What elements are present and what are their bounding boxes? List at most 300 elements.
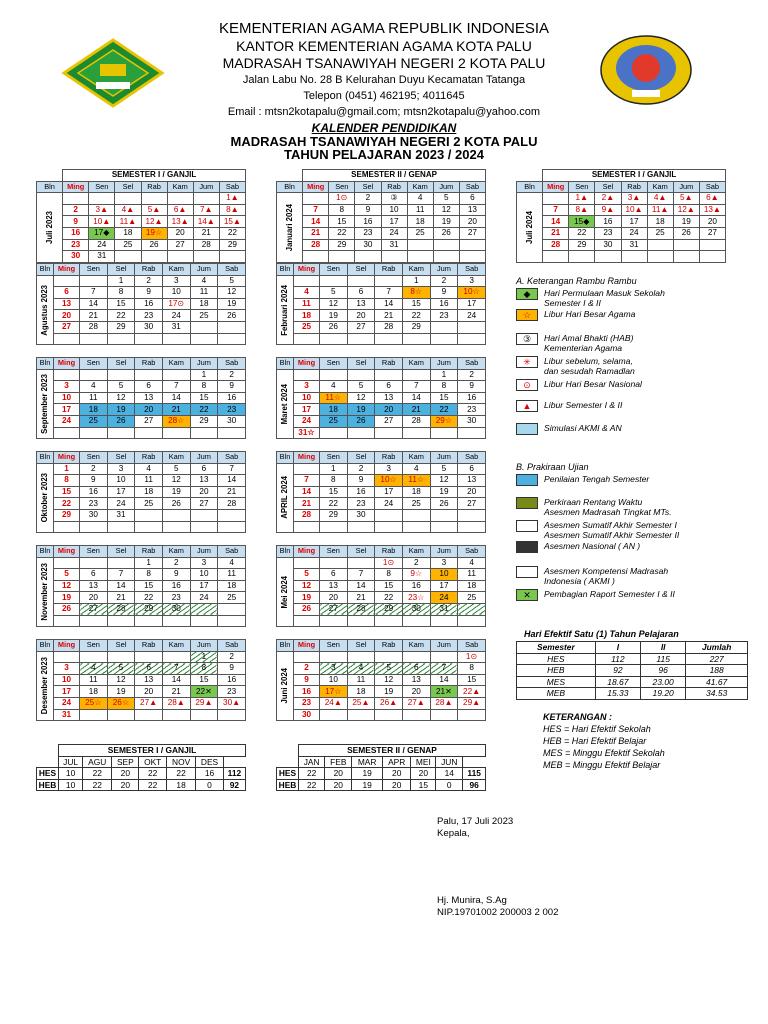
day-cell: 27 <box>375 415 403 427</box>
week-row <box>37 674 246 686</box>
day-cell: 16 <box>430 298 458 310</box>
day-cell <box>303 251 329 263</box>
week-row <box>37 427 246 439</box>
summary-hes-row <box>37 768 246 780</box>
week-row <box>517 251 726 263</box>
day-cell: 29 <box>190 415 218 427</box>
summary-value: 22 <box>83 768 112 780</box>
semester-label: SEMESTER I / GANJIL <box>543 170 726 182</box>
day-cell: 26 <box>430 498 458 510</box>
weekday-header: Kam <box>402 264 430 276</box>
day-cell: 3 <box>107 463 135 475</box>
legend-swatch: ☆ <box>516 309 538 321</box>
legend-title: A. Keterangan Rambu Rambu <box>516 276 637 286</box>
weekday-header: Sen <box>80 640 108 652</box>
day-cell: 1⊙ <box>458 651 486 663</box>
legend-swatch <box>516 497 538 509</box>
cell: 23.00 <box>641 676 686 688</box>
day-cell: 17 <box>54 404 80 416</box>
day-cell: 5 <box>107 381 135 393</box>
day-cell <box>430 427 458 439</box>
day-cell: 2 <box>135 275 163 287</box>
day-cell: 19 <box>54 592 80 604</box>
day-cell: 1 <box>320 463 348 475</box>
day-cell: 7 <box>162 663 190 675</box>
day-cell <box>430 521 458 533</box>
office-name: KANTOR KEMENTERIAN AGAMA KOTA PALU <box>236 38 532 54</box>
day-cell <box>458 521 486 533</box>
day-cell: 17 <box>430 580 458 592</box>
month-label: Oktober 2023 <box>37 463 54 533</box>
summary-value: 22 <box>83 779 112 791</box>
week-row <box>37 475 246 487</box>
summary-month: JUL <box>59 756 83 768</box>
day-cell: 26 <box>433 227 459 239</box>
summary-month: FEB <box>325 756 352 768</box>
day-cell: 22 <box>375 592 403 604</box>
summary-semester-row <box>277 745 486 757</box>
day-cell: 10 <box>162 287 190 299</box>
header-cell: Semester <box>517 642 596 654</box>
day-cell: 23 <box>347 498 375 510</box>
day-cell <box>115 193 141 205</box>
day-cell: 30▲ <box>218 697 246 709</box>
week-row <box>517 227 726 239</box>
week-row <box>277 603 486 615</box>
day-cell: 4 <box>218 557 246 569</box>
weekday-header: Rab <box>375 452 403 464</box>
week-row <box>277 674 486 686</box>
day-cell: 16 <box>218 674 246 686</box>
day-cell: 23 <box>162 592 190 604</box>
day-cell: 24 <box>458 310 486 322</box>
weekday-header: Jum <box>190 640 218 652</box>
weekday-header: Rab <box>135 358 163 370</box>
day-cell: 10▲ <box>89 216 115 228</box>
day-cell <box>107 521 135 533</box>
day-cell: 27 <box>699 227 725 239</box>
day-cell: 27 <box>347 321 375 333</box>
weekday-header: Jum <box>430 358 458 370</box>
day-cell <box>430 321 458 333</box>
day-cell: 15 <box>329 216 355 228</box>
day-cell: 10 <box>430 569 458 581</box>
summary-value: 22 <box>167 768 196 780</box>
day-cell: 3 <box>54 663 80 675</box>
day-cell: 30 <box>355 239 381 251</box>
summary-value: 20 <box>411 768 436 780</box>
weekday-header: Bln <box>277 181 303 193</box>
week-row <box>37 310 246 322</box>
day-cell <box>107 333 135 345</box>
day-cell: 21 <box>347 592 375 604</box>
day-cell: 5 <box>433 193 459 205</box>
day-cell: 8 <box>430 381 458 393</box>
day-cell: 15 <box>320 486 348 498</box>
weekday-header: Jum <box>430 640 458 652</box>
weekday-header: Sab <box>458 358 486 370</box>
summary-table <box>36 744 246 791</box>
summary-semester: SEMESTER II / GENAP <box>299 745 486 757</box>
day-cell <box>458 603 486 615</box>
day-cell: 8 <box>190 663 218 675</box>
day-cell: 5 <box>430 463 458 475</box>
weekday-header: Jum <box>430 452 458 464</box>
day-cell: 3 <box>190 557 218 569</box>
weekday-header: Sel <box>115 181 141 193</box>
day-cell: 25▲ <box>347 697 375 709</box>
weekday-header: Sel <box>107 358 135 370</box>
day-cell: 2 <box>458 369 486 381</box>
day-cell <box>402 427 430 439</box>
weekday-header: Bln <box>277 452 294 464</box>
day-cell: 18 <box>458 580 486 592</box>
week-row <box>277 697 486 709</box>
day-cell: 12 <box>320 298 348 310</box>
day-cell: 13 <box>135 674 163 686</box>
weekday-header: Ming <box>54 546 80 558</box>
weekday-header: Bln <box>37 546 54 558</box>
day-cell: 19 <box>162 486 190 498</box>
week-row <box>37 663 246 675</box>
day-cell: 6 <box>459 193 485 205</box>
day-cell: 10 <box>54 392 80 404</box>
day-cell: 5▲ <box>673 193 699 205</box>
day-cell: 21✕ <box>430 686 458 698</box>
day-cell: 16 <box>294 686 320 698</box>
day-cell: 25 <box>458 592 486 604</box>
summary-value: 10 <box>59 779 83 791</box>
day-cell: 11 <box>294 298 320 310</box>
day-cell: 2 <box>402 557 430 569</box>
week-row <box>37 580 246 592</box>
day-cell: 19 <box>218 298 246 310</box>
day-cell <box>80 333 108 345</box>
day-cell: 12 <box>218 287 246 299</box>
weekday-header: Rab <box>375 358 403 370</box>
month-calendar <box>276 169 486 263</box>
day-cell: 15 <box>375 580 403 592</box>
day-cell: 2 <box>430 275 458 287</box>
week-row <box>277 392 486 404</box>
day-cell: 4 <box>402 463 430 475</box>
day-cell <box>162 709 190 721</box>
day-cell: 2 <box>347 463 375 475</box>
day-cell: 28▲ <box>430 697 458 709</box>
day-cell: 28 <box>543 239 569 251</box>
weekday-header: Bln <box>277 358 294 370</box>
day-cell: 15◆ <box>569 216 595 228</box>
day-cell <box>135 333 163 345</box>
day-cell: 24 <box>381 227 407 239</box>
day-cell: 4 <box>80 381 108 393</box>
legend-swatch: ◆ <box>516 288 538 300</box>
email: Email : mtsn2kotapalu@gmail.com; mtsn2kotapalu@yahoo.com <box>227 106 541 118</box>
day-cell: 25 <box>320 415 348 427</box>
weekday-header: Kam <box>402 640 430 652</box>
day-cell: 2 <box>80 463 108 475</box>
weekday-header: Bln <box>277 640 294 652</box>
note-line: MES = Minggu Efektif Sekolah <box>543 748 665 758</box>
day-cell: 20 <box>167 227 193 239</box>
day-cell: 4 <box>294 287 320 299</box>
day-cell: 12 <box>162 475 190 487</box>
day-cell <box>80 709 108 721</box>
summary-heb-row <box>277 779 486 791</box>
week-row <box>277 509 486 521</box>
summary-value: 96 <box>463 779 486 791</box>
day-cell: 15 <box>402 298 430 310</box>
day-cell: 27▲ <box>402 697 430 709</box>
week-row <box>277 651 486 663</box>
day-cell: 1⊙ <box>329 193 355 205</box>
day-cell: 2 <box>218 369 246 381</box>
cell: MEB <box>517 688 596 700</box>
day-cell <box>218 615 246 627</box>
day-cell: 19 <box>294 592 320 604</box>
day-cell: 18 <box>402 486 430 498</box>
summary-label: HES <box>37 768 59 780</box>
weekday-header: Sel <box>107 546 135 558</box>
weekday-header: Sel <box>347 358 375 370</box>
day-cell: 24 <box>54 697 80 709</box>
summary-month: SEP <box>112 756 139 768</box>
day-cell <box>430 651 458 663</box>
day-cell: 13 <box>402 674 430 686</box>
day-cell <box>329 251 355 263</box>
day-cell: 14 <box>218 475 246 487</box>
week-row <box>37 592 246 604</box>
day-cell: 21 <box>294 498 320 510</box>
day-cell: 12 <box>107 674 135 686</box>
day-cell: 27 <box>458 498 486 510</box>
day-cell: 27 <box>459 227 485 239</box>
summary-value: 22 <box>299 768 325 780</box>
day-cell: 10 <box>294 392 320 404</box>
day-cell: 6 <box>402 663 430 675</box>
week-row <box>277 686 486 698</box>
day-cell <box>162 509 190 521</box>
day-cell: 24 <box>430 592 458 604</box>
day-cell: 3 <box>320 663 348 675</box>
day-cell: 17⊙ <box>162 298 190 310</box>
summary-month: OKT <box>139 756 167 768</box>
month-label: Juni 2024 <box>277 651 294 721</box>
day-cell: 13 <box>190 475 218 487</box>
day-cell <box>375 651 403 663</box>
legend-swatch <box>516 423 538 435</box>
day-cell: 24 <box>162 310 190 322</box>
day-cell <box>430 615 458 627</box>
title-line-3: TAHUN PELAJARAN 2023 / 2024 <box>284 147 484 162</box>
day-cell <box>320 615 348 627</box>
day-cell: 16 <box>347 486 375 498</box>
day-cell: 8 <box>54 475 80 487</box>
cell: 41.67 <box>686 676 748 688</box>
day-cell: 12 <box>107 392 135 404</box>
effective-row <box>517 653 748 665</box>
day-cell: 12 <box>433 204 459 216</box>
day-cell <box>407 239 433 251</box>
day-cell: 31 <box>162 321 190 333</box>
day-cell <box>381 251 407 263</box>
day-cell <box>430 333 458 345</box>
day-cell <box>320 427 348 439</box>
legend-swatch: ▲ <box>516 400 538 412</box>
day-cell <box>63 193 89 205</box>
weekday-header: Sab <box>459 181 485 193</box>
day-cell: 4 <box>135 463 163 475</box>
day-cell: 29 <box>219 239 245 251</box>
weekday-header: Sen <box>80 452 108 464</box>
day-cell: 24 <box>54 415 80 427</box>
day-cell: 17 <box>190 580 218 592</box>
weekday-header: Ming <box>294 358 320 370</box>
weekday-header: Kam <box>402 452 430 464</box>
weekday-header-row <box>277 181 486 193</box>
weekday-header: Ming <box>54 264 80 276</box>
day-cell <box>218 509 246 521</box>
day-cell: 18 <box>407 216 433 228</box>
day-cell <box>141 251 167 263</box>
weekday-header: Ming <box>294 264 320 276</box>
day-cell: 4 <box>190 275 218 287</box>
week-row <box>37 251 246 263</box>
day-cell: 5 <box>162 463 190 475</box>
day-cell <box>141 193 167 205</box>
day-cell: 26 <box>54 603 80 615</box>
day-cell <box>80 427 108 439</box>
day-cell <box>402 333 430 345</box>
day-cell: 21 <box>375 310 403 322</box>
day-cell <box>89 193 115 205</box>
day-cell: 13 <box>459 204 485 216</box>
weekday-header: Sel <box>107 452 135 464</box>
day-cell: 11 <box>407 204 433 216</box>
weekday-header: Sab <box>458 546 486 558</box>
day-cell: 10 <box>190 569 218 581</box>
day-cell: 20 <box>699 216 725 228</box>
day-cell: 30 <box>218 415 246 427</box>
weekday-header: Sen <box>80 264 108 276</box>
day-cell: 6 <box>458 463 486 475</box>
week-row <box>277 580 486 592</box>
day-cell: 20 <box>190 486 218 498</box>
day-cell <box>54 615 80 627</box>
summary-month: NOV <box>167 756 196 768</box>
day-cell: 8 <box>107 287 135 299</box>
day-cell: 27▲ <box>135 697 163 709</box>
day-cell: 4▲ <box>647 193 673 205</box>
weekday-header: Rab <box>375 640 403 652</box>
day-cell <box>621 251 647 263</box>
day-cell: 29▲ <box>190 697 218 709</box>
note-line: HES = Hari Efektif Sekolah <box>543 724 651 734</box>
day-cell: 17 <box>621 216 647 228</box>
week-row <box>37 509 246 521</box>
week-row <box>517 239 726 251</box>
day-cell: 12▲ <box>673 204 699 216</box>
kemenag-logo <box>58 38 168 108</box>
semester-row <box>277 170 486 182</box>
day-cell <box>320 521 348 533</box>
day-cell: 28 <box>80 321 108 333</box>
day-cell: 27 <box>320 603 348 615</box>
weekday-header: Kam <box>162 452 190 464</box>
week-row <box>37 709 246 721</box>
weekday-header: Ming <box>54 640 80 652</box>
legend-text: Asesmen Nasional ( AN ) <box>544 541 641 551</box>
month-label: Juli 2023 <box>37 193 63 263</box>
weekday-header-row <box>37 452 246 464</box>
day-cell <box>458 509 486 521</box>
week-row <box>277 404 486 416</box>
day-cell <box>673 251 699 263</box>
week-row <box>277 521 486 533</box>
day-cell: 5 <box>218 275 246 287</box>
day-cell: 17 <box>54 686 80 698</box>
day-cell: 11☆ <box>320 392 348 404</box>
day-cell <box>162 521 190 533</box>
day-cell: 25 <box>218 592 246 604</box>
day-cell: 3▲ <box>621 193 647 205</box>
day-cell: 12 <box>430 475 458 487</box>
day-cell: 23 <box>430 310 458 322</box>
day-cell <box>218 521 246 533</box>
week-row <box>277 298 486 310</box>
day-cell: 2▲ <box>595 193 621 205</box>
weekday-header: Rab <box>375 264 403 276</box>
day-cell: 5 <box>54 569 80 581</box>
day-cell: 21 <box>218 486 246 498</box>
day-cell: 19 <box>430 486 458 498</box>
day-cell <box>347 651 375 663</box>
day-cell <box>80 557 108 569</box>
day-cell: 23 <box>63 239 89 251</box>
day-cell: 29 <box>569 239 595 251</box>
day-cell: 19 <box>347 404 375 416</box>
day-cell <box>167 251 193 263</box>
weekday-header: Sab <box>458 452 486 464</box>
day-cell: 16 <box>595 216 621 228</box>
weekday-header: Sen <box>89 181 115 193</box>
day-cell <box>647 239 673 251</box>
day-cell: 29 <box>375 603 403 615</box>
day-cell <box>433 239 459 251</box>
day-cell: 9 <box>458 381 486 393</box>
week-row <box>277 310 486 322</box>
day-cell <box>375 427 403 439</box>
day-cell: 26▲ <box>375 697 403 709</box>
month-label: Januari 2024 <box>277 193 303 263</box>
day-cell: 9 <box>347 475 375 487</box>
semester-label: SEMESTER II / GENAP <box>303 170 486 182</box>
day-cell: 4 <box>347 663 375 675</box>
legend-swatch <box>516 474 538 486</box>
day-cell <box>54 369 80 381</box>
day-cell: 14 <box>430 674 458 686</box>
day-cell <box>458 333 486 345</box>
day-cell: 22 <box>190 404 218 416</box>
week-row <box>37 333 246 345</box>
day-cell <box>347 709 375 721</box>
day-cell: 22 <box>54 498 80 510</box>
summary-value: 19 <box>352 768 383 780</box>
week-row <box>37 463 246 475</box>
weekday-header: Rab <box>381 181 407 193</box>
day-cell: 22 <box>569 227 595 239</box>
title-line-1: KALENDER PENDIDIKAN <box>311 121 457 135</box>
